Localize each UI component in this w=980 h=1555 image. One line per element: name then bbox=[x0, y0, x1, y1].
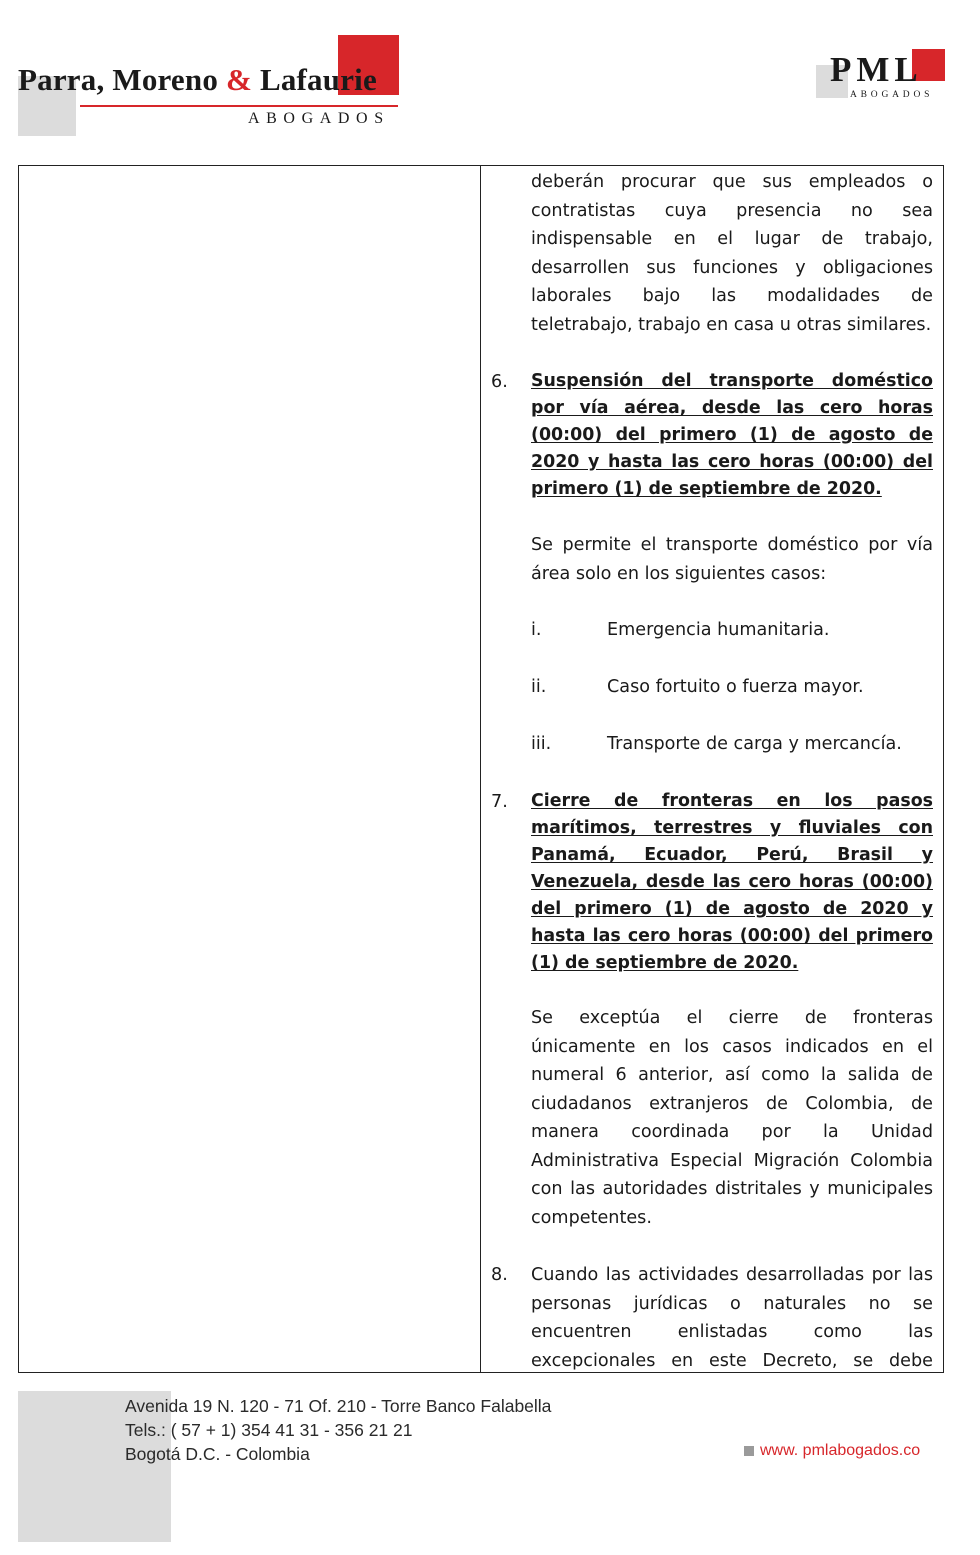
item-7-heading: Cierre de fronteras en los pasos marítimos, terrestres y fluviales con Panamá, Ecuador, Perú, Brasil y Venezuela, desde las cero horas (00:00) del primero (1) de agosto de 2020 y hasta las cero horas (00:00) del primero (1) de septiembre de 2020. bbox=[531, 791, 933, 973]
footer-address bbox=[125, 1394, 551, 1466]
firm-logo-left bbox=[0, 0, 420, 150]
item-7-paragraph bbox=[531, 1004, 933, 1232]
firm-name bbox=[18, 62, 377, 98]
item-8-paragraph-text: Cuando las actividades desarrolladas por las personas jurídicas o naturales no se encuentren enlistadas como las excepcionales en este Decreto, se debe bbox=[531, 1265, 933, 1371]
item-8-paragraph bbox=[531, 1261, 933, 1372]
item-6-number: 6. bbox=[491, 372, 508, 392]
document-table bbox=[18, 165, 944, 1373]
pml-subtitle: ABOGADOS bbox=[850, 90, 934, 100]
item-6-intro-text: Se permite el transporte doméstico por vía área solo en los siguientes casos: bbox=[531, 535, 933, 584]
firm-name-ampersand: & bbox=[225, 62, 252, 97]
footer-address-line-1: Avenida 19 N. 120 - 71 Of. 210 - Torre Banco Falabella bbox=[125, 1396, 552, 1416]
subitem-text: Emergencia humanitaria. bbox=[607, 620, 830, 640]
table-left-column bbox=[19, 166, 481, 1372]
logo-red-rule bbox=[80, 105, 398, 107]
firm-name-part1: Parra, Moreno bbox=[18, 62, 226, 97]
item-6-intro bbox=[531, 531, 933, 588]
pml-logo bbox=[810, 40, 960, 110]
subitem-number: i. bbox=[531, 620, 542, 640]
continuation-paragraph bbox=[531, 168, 933, 339]
subitem-text: Transporte de carga y mercancía. bbox=[607, 734, 902, 754]
item-8-number: 8. bbox=[491, 1265, 508, 1285]
square-bullet-icon bbox=[744, 1446, 754, 1456]
footer-address-line-2: Tels.: ( 57 + 1) 354 41 31 - 356 21 21 bbox=[125, 1420, 413, 1440]
item-6-heading: Suspensión del transporte doméstico por vía aérea, desde las cero horas (00:00) del primero (1) de agosto de 2020 y hasta las cero horas (00:00) del primero (1) de septiembre de 2020. bbox=[531, 371, 933, 499]
subitem-text: Caso fortuito o fuerza mayor. bbox=[607, 677, 864, 697]
continuation-text: deberán procurar que sus empleados o contratistas cuya presencia no sea indispensable en el lugar de trabajo, desarrollen sus funciones y obligaciones laborales bajo las modalidades de teletrabajo, trabajo en casa u otras similares. bbox=[531, 172, 933, 335]
table-right-column bbox=[481, 166, 943, 1372]
item-7-paragraph-text: Se exceptúa el cierre de fronteras únicamente en los casos indicados en el numeral 6 anterior, así como la salida de ciudadanos extranjeros de Colombia, de manera coordinada por la Unidad Administrativa Especial Migración Colombia con las autoridades distritales y municipales competentes. bbox=[531, 1008, 933, 1228]
footer-address-line-3: Bogotá D.C. - Colombia bbox=[125, 1444, 310, 1464]
firm-subtitle: ABOGADOS bbox=[248, 110, 390, 127]
pml-name: PML bbox=[830, 50, 923, 89]
subitem-number: iii. bbox=[531, 734, 552, 754]
footer-website-link[interactable]: www. pmlabogados.co bbox=[760, 1442, 921, 1459]
footer-website[interactable] bbox=[744, 1442, 920, 1460]
firm-name-part2: Lafaurie bbox=[252, 62, 377, 97]
subitem-number: ii. bbox=[531, 677, 547, 697]
item-7-number: 7. bbox=[491, 792, 508, 812]
